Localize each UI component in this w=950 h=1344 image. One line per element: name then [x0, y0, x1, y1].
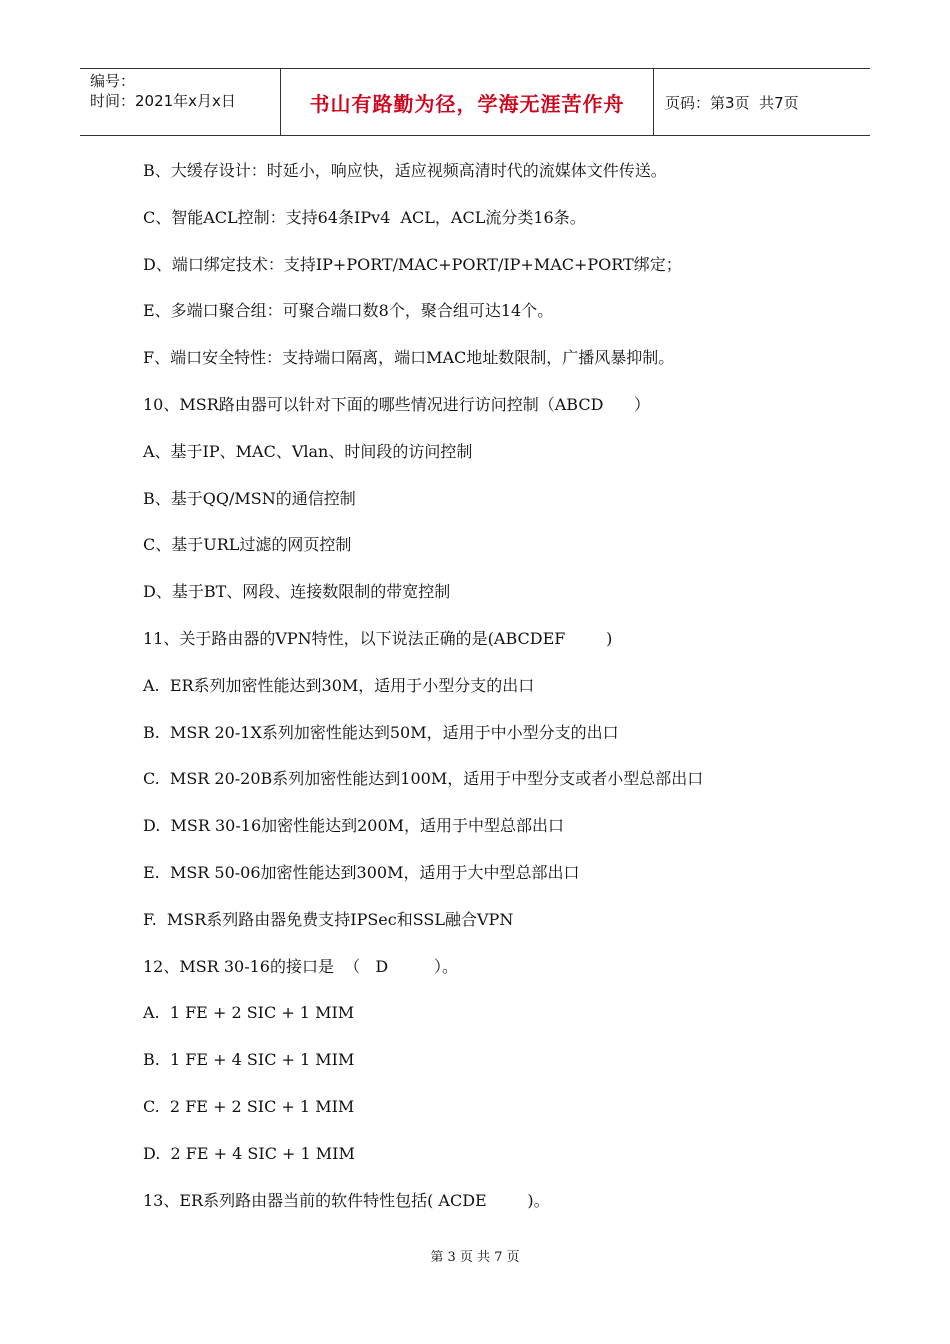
- text-line: A. ER系列加密性能达到30M，适用于小型分支的出口: [143, 675, 535, 695]
- text-line: B、基于QQ/MSN的通信控制: [143, 488, 356, 508]
- text-line: C. MSR 20-20B系列加密性能达到100M，适用于中型分支或者小型总部出口: [143, 769, 704, 789]
- question-10: 10、MSR路由器可以针对下面的哪些情况进行访问控制（ABCD ）: [143, 394, 650, 414]
- text-line: D. MSR 30-16加密性能达到200M，适用于中型总部出口: [143, 816, 565, 836]
- text-line: B. 1 FE + 4 SIC + 1 MIM: [143, 1050, 355, 1070]
- page-header: [80, 68, 870, 136]
- text-line: D、端口绑定技术：支持IP+PORT/MAC+PORT/IP+MAC+PORT绑定；: [143, 254, 682, 274]
- text-line: F、端口安全特性：支持端口隔离，端口MAC地址数限制，广播风暴抑制。: [143, 348, 675, 368]
- text-line: C、智能ACL控制：支持64条IPv4 ACL，ACL流分类16条。: [143, 207, 586, 227]
- question-11: 11、关于路由器的VPN特性，以下说法正确的是(ABCDEF ): [143, 628, 613, 648]
- text-line: D. 2 FE + 4 SIC + 1 MIM: [143, 1143, 355, 1163]
- text-line: C. 2 FE + 2 SIC + 1 MIM: [143, 1096, 355, 1116]
- header-page-label: 页码：第3页 共7页: [665, 93, 799, 112]
- number-label: 编号：: [90, 72, 136, 90]
- text-line: E. MSR 50-06加密性能达到300M，适用于大中型总部出口: [143, 862, 580, 882]
- time-label: 时间：2021年x月x日: [90, 92, 236, 110]
- document-body: [143, 148, 863, 1224]
- text-line: B. MSR 20-1X系列加密性能达到50M，适用于中小型分支的出口: [143, 722, 619, 742]
- text-line: C、基于URL过滤的网页控制: [143, 535, 352, 555]
- text-line: F. MSR系列路由器免费支持IPSec和SSL融合VPN: [143, 909, 514, 929]
- question-13: 13、ER系列路由器当前的软件特性包括( ACDE )。: [143, 1190, 550, 1210]
- text-line: A. 1 FE + 2 SIC + 1 MIM: [143, 1003, 355, 1023]
- text-line: A、基于IP、MAC、Vlan、时间段的访问控制: [143, 441, 473, 461]
- page-footer: 第 3 页 共 7 页: [430, 1250, 520, 1265]
- header-motto: 书山有路勤为径，学海无涯苦作舟: [281, 69, 654, 135]
- text-line: D、基于BT、网段、连接数限制的带宽控制: [143, 582, 451, 602]
- question-12: 12、MSR 30-16的接口是 （ D ）。: [143, 956, 458, 976]
- header-meta: [80, 69, 281, 135]
- text-line: E、多端口聚合组：可聚合端口数8个，聚合组可达14个。: [143, 301, 554, 321]
- text-line: B、大缓存设计：时延小，响应快，适应视频高清时代的流媒体文件传送。: [143, 161, 667, 180]
